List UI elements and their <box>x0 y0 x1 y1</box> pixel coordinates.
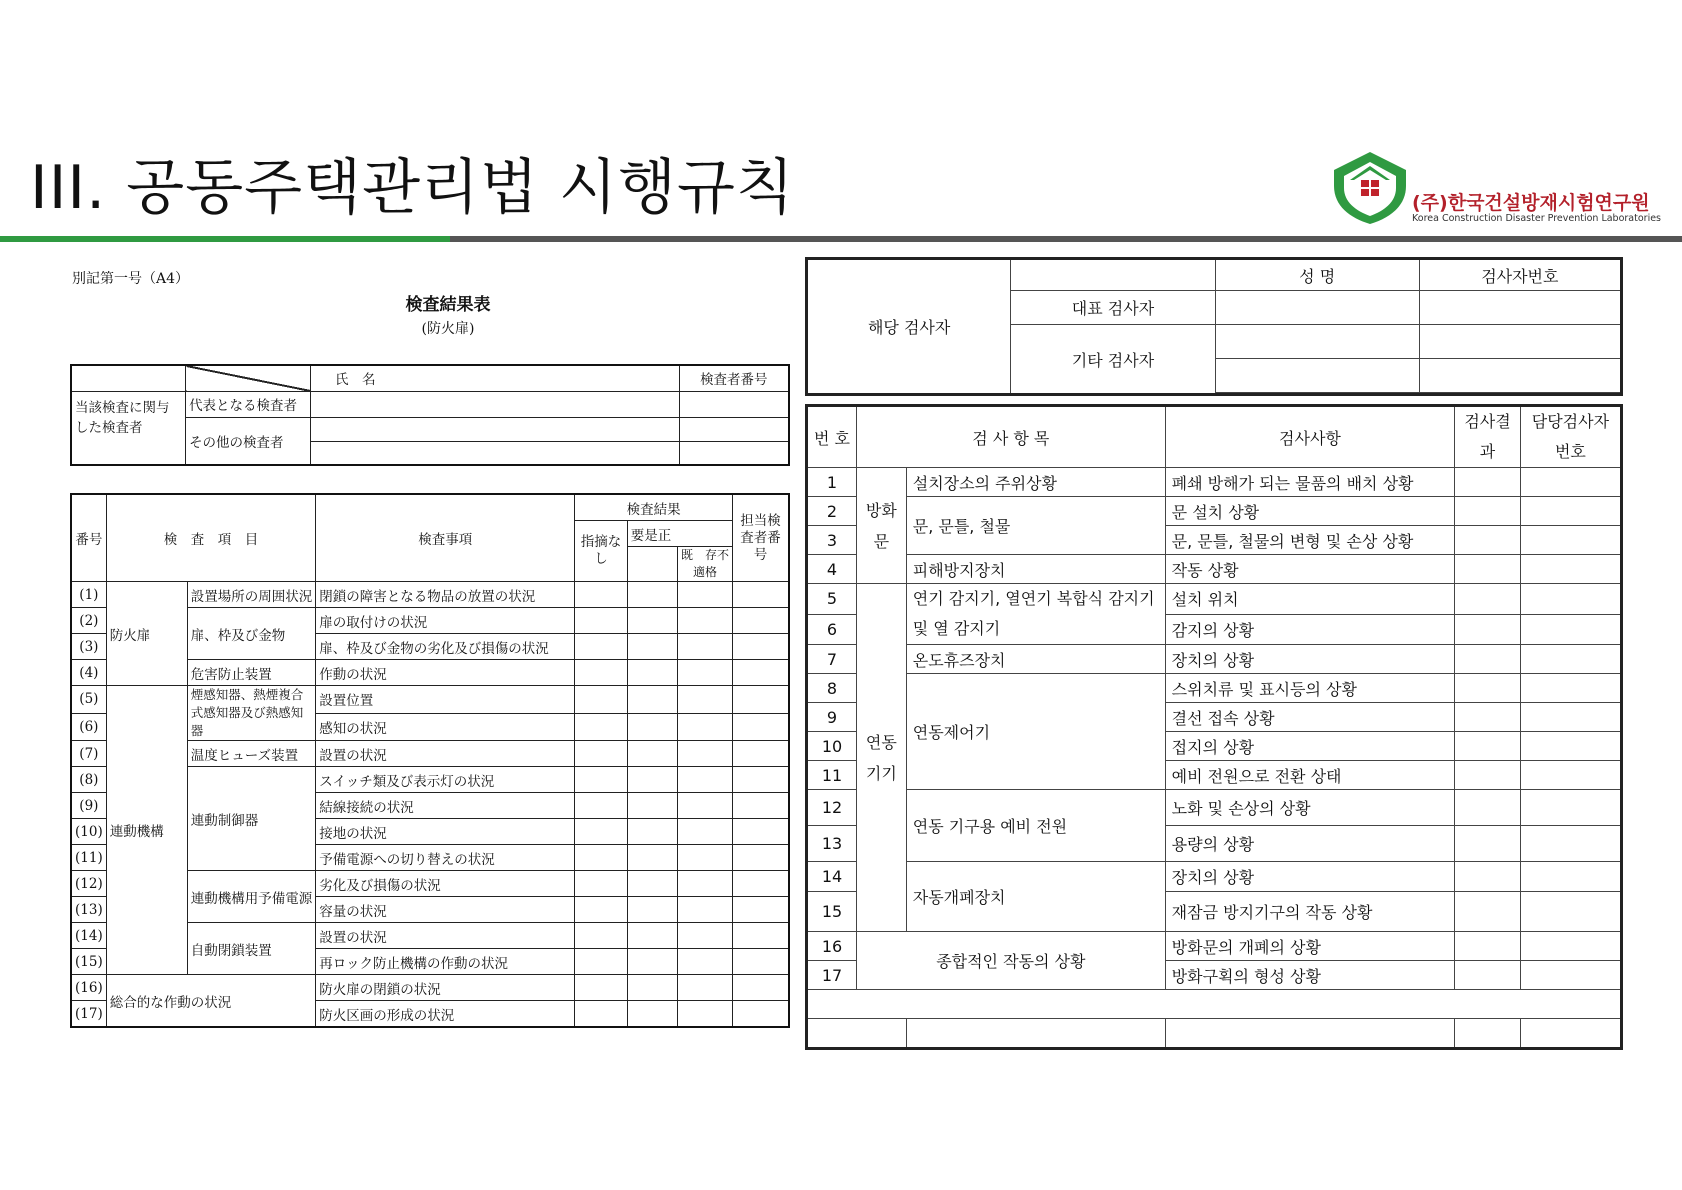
table-cell: 1 <box>807 468 857 497</box>
empty-cell <box>906 1019 1165 1049</box>
table-cell: (5) <box>71 686 106 714</box>
empty-cell <box>1419 291 1621 325</box>
table-cell: 再ロック防止機構の作動の状況 <box>316 949 575 975</box>
table-cell: 4 <box>807 555 857 584</box>
jp-row-rep: 代表となる検査者 <box>186 391 311 417</box>
empty-cell <box>627 547 677 582</box>
table-cell: 용량의 상황 <box>1165 826 1455 862</box>
table-cell: 予備電源への切り替えの状況 <box>316 845 575 871</box>
empty-cell <box>1455 826 1521 862</box>
empty-cell <box>678 949 733 975</box>
table-cell: 自動閉鎖装置 <box>187 923 316 975</box>
empty-cell <box>575 660 628 686</box>
table-cell: 扉の取付けの状況 <box>316 608 575 634</box>
table-row <box>71 686 789 714</box>
empty-cell <box>575 686 628 714</box>
table-cell: 担当検査者番号 <box>733 494 789 582</box>
kr-row-group: 해당 검사자 <box>807 259 1011 395</box>
table-cell: 8 <box>807 674 857 703</box>
empty-cell <box>1455 892 1521 932</box>
table-cell: (10) <box>71 819 106 845</box>
empty-cell <box>575 741 628 767</box>
table-cell: 장치의 상황 <box>1165 645 1455 674</box>
empty-cell <box>575 949 628 975</box>
empty-cell <box>1455 645 1521 674</box>
empty-cell <box>627 767 677 793</box>
table-row <box>807 259 1622 291</box>
table-cell: 温度ヒューズ装置 <box>187 741 316 767</box>
empty-cell <box>733 897 789 923</box>
empty-cell <box>1455 761 1521 790</box>
jp-row-other: その他の検査者 <box>186 417 311 465</box>
table-cell: 14 <box>807 862 857 892</box>
empty-cell <box>1419 325 1621 359</box>
table-cell: 番号 <box>71 494 106 582</box>
empty-cell <box>575 713 628 741</box>
table-cell: 閉鎖の障害となる物品の放置の状況 <box>316 582 575 608</box>
empty-cell <box>71 365 186 391</box>
empty-cell <box>1215 393 1419 395</box>
empty-cell <box>733 1001 789 1028</box>
empty-cell <box>1520 1019 1621 1049</box>
table-cell: 設置の状況 <box>316 923 575 949</box>
table-cell: 設置の状況 <box>316 741 575 767</box>
empty-cell <box>1455 961 1521 990</box>
table-row <box>71 391 789 417</box>
table-cell: 온도휴즈장치 <box>906 645 1165 674</box>
empty-cell <box>807 990 1622 1019</box>
empty-cell <box>627 713 677 741</box>
table-cell: 検 査 項 目 <box>106 494 316 582</box>
empty-cell <box>575 975 628 1001</box>
empty-cell <box>1520 674 1621 703</box>
empty-cell <box>627 949 677 975</box>
empty-cell <box>733 845 789 871</box>
table-cell: 2 <box>807 497 857 526</box>
table-cell: (7) <box>71 741 106 767</box>
table-cell: 10 <box>807 732 857 761</box>
table-row <box>71 975 789 1001</box>
empty-cell <box>733 608 789 634</box>
jp-result-table <box>70 493 790 1028</box>
table-cell: (12) <box>71 871 106 897</box>
empty-cell <box>1455 468 1521 497</box>
empty-cell <box>1455 555 1521 584</box>
empty-cell <box>311 417 680 441</box>
table-row <box>71 494 789 521</box>
empty-cell <box>627 686 677 714</box>
table-cell: 연동제어기 <box>906 674 1165 790</box>
jp-inspector-table <box>70 364 790 466</box>
empty-cell <box>678 741 733 767</box>
empty-cell <box>1520 645 1621 674</box>
empty-cell <box>575 845 628 871</box>
table-cell: 문, 문틀, 철물 <box>906 497 1165 555</box>
empty-cell <box>1215 325 1419 359</box>
table-cell: (9) <box>71 793 106 819</box>
empty-cell <box>1455 862 1521 892</box>
table-cell: (16) <box>71 975 106 1001</box>
empty-cell <box>627 1001 677 1028</box>
table-cell: 피해방지장치 <box>906 555 1165 584</box>
empty-cell <box>627 608 677 634</box>
empty-cell <box>678 634 733 660</box>
table-cell: 連動機構用予備電源 <box>187 871 316 923</box>
table-cell: 危害防止装置 <box>187 660 316 686</box>
empty-cell <box>575 897 628 923</box>
table-cell: 作動の状況 <box>316 660 575 686</box>
table-cell: (17) <box>71 1001 106 1028</box>
table-cell: 9 <box>807 703 857 732</box>
table-cell: 연동기기 <box>857 584 907 932</box>
table-cell: 예비 전원으로 전환 상태 <box>1165 761 1455 790</box>
table-cell: 煙感知器、熱煙複合式感知器及び熱感知器 <box>187 686 316 741</box>
table-cell: 연기 감지기, 열연기 복합식 감지기및 열 감지기 <box>906 584 1165 645</box>
empty-cell <box>1520 497 1621 526</box>
kr-inspector-table <box>805 257 1623 396</box>
empty-cell <box>627 660 677 686</box>
table-cell: (4) <box>71 660 106 686</box>
empty-cell <box>1520 862 1621 892</box>
form-appendix-label: 別記第一号（A4） <box>72 271 190 287</box>
kr-col-name: 성 명 <box>1215 259 1419 291</box>
empty-cell <box>733 793 789 819</box>
table-cell: 劣化及び損傷の状況 <box>316 871 575 897</box>
empty-cell <box>1520 614 1621 645</box>
empty-cell <box>678 819 733 845</box>
empty-cell <box>1455 932 1521 961</box>
empty-cell <box>733 767 789 793</box>
table-row <box>807 555 1622 584</box>
table-cell: 連動制御器 <box>187 767 316 871</box>
table-row <box>807 1019 1622 1049</box>
table-cell: 접지의 상황 <box>1165 732 1455 761</box>
empty-cell <box>733 923 789 949</box>
table-row <box>807 674 1622 703</box>
table-cell: 담당검사자번호 <box>1520 406 1621 468</box>
table-row <box>807 990 1622 1019</box>
jp-col-name: 氏 名 <box>311 365 680 391</box>
header-divider <box>0 236 1682 242</box>
table-cell: 容量の状況 <box>316 897 575 923</box>
empty-cell <box>678 713 733 741</box>
empty-cell <box>678 897 733 923</box>
table-cell: 結線接続の状況 <box>316 793 575 819</box>
empty-cell <box>575 819 628 845</box>
table-cell: 방화문의 개폐의 상황 <box>1165 932 1455 961</box>
table-cell: 12 <box>807 790 857 826</box>
table-cell: 要是正 <box>627 521 732 547</box>
empty-cell <box>1011 259 1215 291</box>
table-cell: 検査結果 <box>575 494 733 521</box>
empty-cell <box>575 634 628 660</box>
empty-cell <box>1215 291 1419 325</box>
empty-cell <box>807 1019 907 1049</box>
empty-cell <box>679 391 789 417</box>
empty-cell <box>1520 555 1621 584</box>
table-row <box>807 932 1622 961</box>
empty-cell <box>1455 674 1521 703</box>
empty-cell <box>1419 359 1621 393</box>
empty-cell <box>1455 526 1521 555</box>
empty-cell <box>678 793 733 819</box>
table-cell: 検査事項 <box>316 494 575 582</box>
empty-cell <box>627 582 677 608</box>
table-cell: 設置場所の周囲状況 <box>187 582 316 608</box>
empty-cell <box>678 660 733 686</box>
table-cell: (8) <box>71 767 106 793</box>
table-cell: 総合的な作動の状況 <box>106 975 316 1028</box>
table-cell: 7 <box>807 645 857 674</box>
table-cell: 11 <box>807 761 857 790</box>
table-cell: 방화문 <box>857 468 907 584</box>
table-cell: 3 <box>807 526 857 555</box>
empty-cell <box>627 845 677 871</box>
empty-cell <box>733 582 789 608</box>
empty-cell <box>575 793 628 819</box>
empty-cell <box>1455 732 1521 761</box>
table-cell: (1) <box>71 582 106 608</box>
jp-row-group: 当該検査に関与した検査者 <box>71 391 186 465</box>
table-cell: 5 <box>807 584 857 615</box>
table-row <box>807 584 1622 615</box>
empty-cell <box>733 634 789 660</box>
jp-col-inspector-number: 検査者番号 <box>679 365 789 391</box>
table-cell: 感知の状況 <box>316 713 575 741</box>
table-cell: 防火扉の閉鎖の状況 <box>316 975 575 1001</box>
empty-cell <box>575 923 628 949</box>
table-cell: 13 <box>807 826 857 862</box>
table-cell: 既 存不適格 <box>678 547 733 582</box>
empty-cell <box>627 975 677 1001</box>
diagonal-header-cell <box>186 365 311 391</box>
empty-cell <box>1520 932 1621 961</box>
table-cell: 설치 위치 <box>1165 584 1455 615</box>
table-cell: 자동개폐장치 <box>906 862 1165 932</box>
table-cell: 장치의 상황 <box>1165 862 1455 892</box>
table-cell: 17 <box>807 961 857 990</box>
empty-cell <box>678 975 733 1001</box>
table-cell: 設置位置 <box>316 686 575 714</box>
empty-cell <box>679 441 789 465</box>
table-cell: (3) <box>71 634 106 660</box>
table-cell: (15) <box>71 949 106 975</box>
table-cell: 指摘なし <box>575 521 628 582</box>
table-cell: 방화구획의 형성 상황 <box>1165 961 1455 990</box>
table-cell: 설치장소의 주위상황 <box>906 468 1165 497</box>
empty-cell <box>627 741 677 767</box>
empty-cell <box>733 975 789 1001</box>
empty-cell <box>733 949 789 975</box>
empty-cell <box>627 897 677 923</box>
table-cell: 문 설치 상황 <box>1165 497 1455 526</box>
table-cell: 연동 기구용 예비 전원 <box>906 790 1165 862</box>
kr-row-rep: 대표 검사자 <box>1011 291 1215 325</box>
empty-cell <box>733 819 789 845</box>
empty-cell <box>678 608 733 634</box>
table-cell: 15 <box>807 892 857 932</box>
table-cell: 16 <box>807 932 857 961</box>
table-cell: 스위치류 및 표시등의 상황 <box>1165 674 1455 703</box>
kr-row-other: 기타 검사자 <box>1011 325 1215 395</box>
empty-cell <box>575 608 628 634</box>
empty-cell <box>733 871 789 897</box>
table-cell: 防火扉 <box>106 582 187 686</box>
table-row <box>807 862 1622 892</box>
empty-cell <box>575 582 628 608</box>
empty-cell <box>1520 468 1621 497</box>
table-row <box>807 790 1622 826</box>
company-name: (주)한국건설방재시험연구원 <box>1412 192 1650 214</box>
empty-cell <box>627 634 677 660</box>
empty-cell <box>1520 703 1621 732</box>
empty-cell <box>627 819 677 845</box>
empty-cell <box>1455 1019 1521 1049</box>
empty-cell <box>575 1001 628 1028</box>
empty-cell <box>311 391 680 417</box>
table-cell: (2) <box>71 608 106 634</box>
empty-cell <box>627 923 677 949</box>
table-cell: 검 사 항 목 <box>857 406 1166 468</box>
empty-cell <box>1520 526 1621 555</box>
empty-cell <box>678 845 733 871</box>
form-title: 検査結果表 <box>405 295 491 315</box>
empty-cell <box>1455 584 1521 615</box>
empty-cell <box>678 686 733 714</box>
empty-cell <box>678 1001 733 1028</box>
empty-cell <box>733 686 789 714</box>
empty-cell <box>733 741 789 767</box>
table-cell: (6) <box>71 713 106 741</box>
empty-cell <box>1419 393 1621 395</box>
empty-cell <box>733 660 789 686</box>
table-cell: 接地の状況 <box>316 819 575 845</box>
empty-cell <box>679 417 789 441</box>
table-cell: (14) <box>71 923 106 949</box>
empty-cell <box>678 582 733 608</box>
table-cell: 재잠금 방지기구의 작동 상황 <box>1165 892 1455 932</box>
empty-cell <box>1520 761 1621 790</box>
table-cell: 검사사항 <box>1165 406 1455 468</box>
table-cell: (13) <box>71 897 106 923</box>
table-cell: (11) <box>71 845 106 871</box>
table-cell: 종합적인 작동의 상황 <box>857 932 1166 990</box>
empty-cell <box>733 713 789 741</box>
empty-cell <box>678 923 733 949</box>
table-row <box>71 365 789 391</box>
page-title: III. 공동주택관리법 시행규칙 <box>30 153 795 223</box>
table-cell: 노화 및 손상의 상황 <box>1165 790 1455 826</box>
table-cell: 連動機構 <box>106 686 187 975</box>
table-cell: 문, 문틀, 철물의 변형 및 손상 상황 <box>1165 526 1455 555</box>
empty-cell <box>1520 892 1621 932</box>
japanese-inspection-form <box>68 265 790 1050</box>
table-cell: 6 <box>807 614 857 645</box>
table-cell: 검사결과 <box>1455 406 1521 468</box>
table-cell: 폐쇄 방해가 되는 물품의 배치 상황 <box>1165 468 1455 497</box>
empty-cell <box>1520 584 1621 615</box>
table-cell: 결선 접속 상황 <box>1165 703 1455 732</box>
table-row <box>807 645 1622 674</box>
kr-result-table <box>805 404 1623 1050</box>
table-cell: スイッチ類及び表示灯の状況 <box>316 767 575 793</box>
table-cell: 防火区画の形成の状況 <box>316 1001 575 1028</box>
company-subtitle: Korea Construction Disaster Prevention Laboratories <box>1412 213 1661 224</box>
empty-cell <box>1215 359 1419 393</box>
company-logo <box>1330 150 1660 230</box>
empty-cell <box>627 871 677 897</box>
empty-cell <box>1455 790 1521 826</box>
empty-cell <box>311 441 680 465</box>
table-row <box>807 497 1622 526</box>
kr-col-inspector-number: 검사자번호 <box>1419 259 1621 291</box>
table-row <box>807 468 1622 497</box>
house-shield-icon <box>1330 150 1410 226</box>
table-row <box>807 406 1622 468</box>
table-cell: 번 호 <box>807 406 857 468</box>
empty-cell <box>1455 703 1521 732</box>
empty-cell <box>1455 497 1521 526</box>
empty-cell <box>575 767 628 793</box>
empty-cell <box>1520 732 1621 761</box>
empty-cell <box>1520 790 1621 826</box>
empty-cell <box>1520 826 1621 862</box>
table-cell: 감지의 상황 <box>1165 614 1455 645</box>
empty-cell <box>678 767 733 793</box>
empty-cell <box>1165 1019 1455 1049</box>
table-cell: 扉、枠及び金物 <box>187 608 316 660</box>
table-row <box>71 582 789 608</box>
table-cell: 작동 상황 <box>1165 555 1455 584</box>
empty-cell <box>627 793 677 819</box>
empty-cell <box>1455 614 1521 645</box>
form-subtitle: (防火扉) <box>421 321 475 337</box>
empty-cell <box>1520 961 1621 990</box>
empty-cell <box>575 871 628 897</box>
empty-cell <box>678 871 733 897</box>
table-cell: 扉、枠及び金物の劣化及び損傷の状況 <box>316 634 575 660</box>
